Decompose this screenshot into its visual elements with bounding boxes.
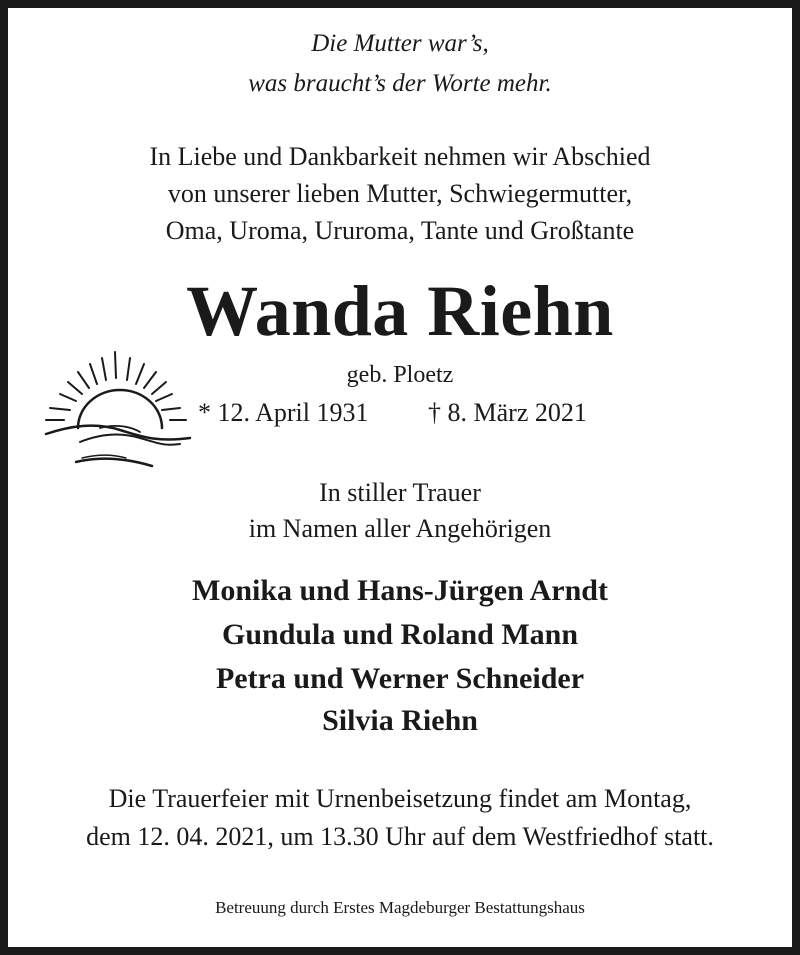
service-line-2: dem 12. 04. 2021, um 13.30 Uhr auf dem Westfriedhof statt. (86, 822, 714, 851)
death-date: † 8. März 2021 (428, 398, 587, 427)
setting-sun-icon (40, 346, 200, 476)
family-member: Silvia Riehn (322, 704, 478, 737)
birth-date: * 12. April 1931 (198, 398, 369, 427)
family-member: Gundula und Roland Mann (221, 618, 578, 651)
mourning-line-1: In stiller Trauer (319, 478, 481, 507)
motto-line-2: was braucht’s der Worte mehr. (248, 70, 552, 97)
motto-line-1: Die Mutter war’s, (311, 30, 489, 57)
maiden-name: geb. Ploetz (346, 362, 454, 388)
intro-line-2: von unserer lieben Mutter, Schwiegermutter, (167, 179, 633, 208)
family-member: Petra und Werner Schneider (215, 662, 585, 695)
family-member: Monika und Hans-Jürgen Arndt (192, 574, 608, 607)
mourning-line-2: im Namen aller Angehörigen (248, 514, 552, 543)
funeral-home-credit: Betreuung durch Erstes Magdeburger Bestattungshaus (215, 898, 585, 917)
intro-line-3: Oma, Uroma, Ururoma, Tante und Großtante (165, 216, 635, 245)
intro-line-1: In Liebe und Dankbarkeit nehmen wir Abschied (149, 142, 651, 171)
deceased-name: Wanda Riehn (186, 271, 614, 351)
service-line-1: Die Trauerfeier mit Urnenbeisetzung findet am Montag, (108, 784, 692, 813)
